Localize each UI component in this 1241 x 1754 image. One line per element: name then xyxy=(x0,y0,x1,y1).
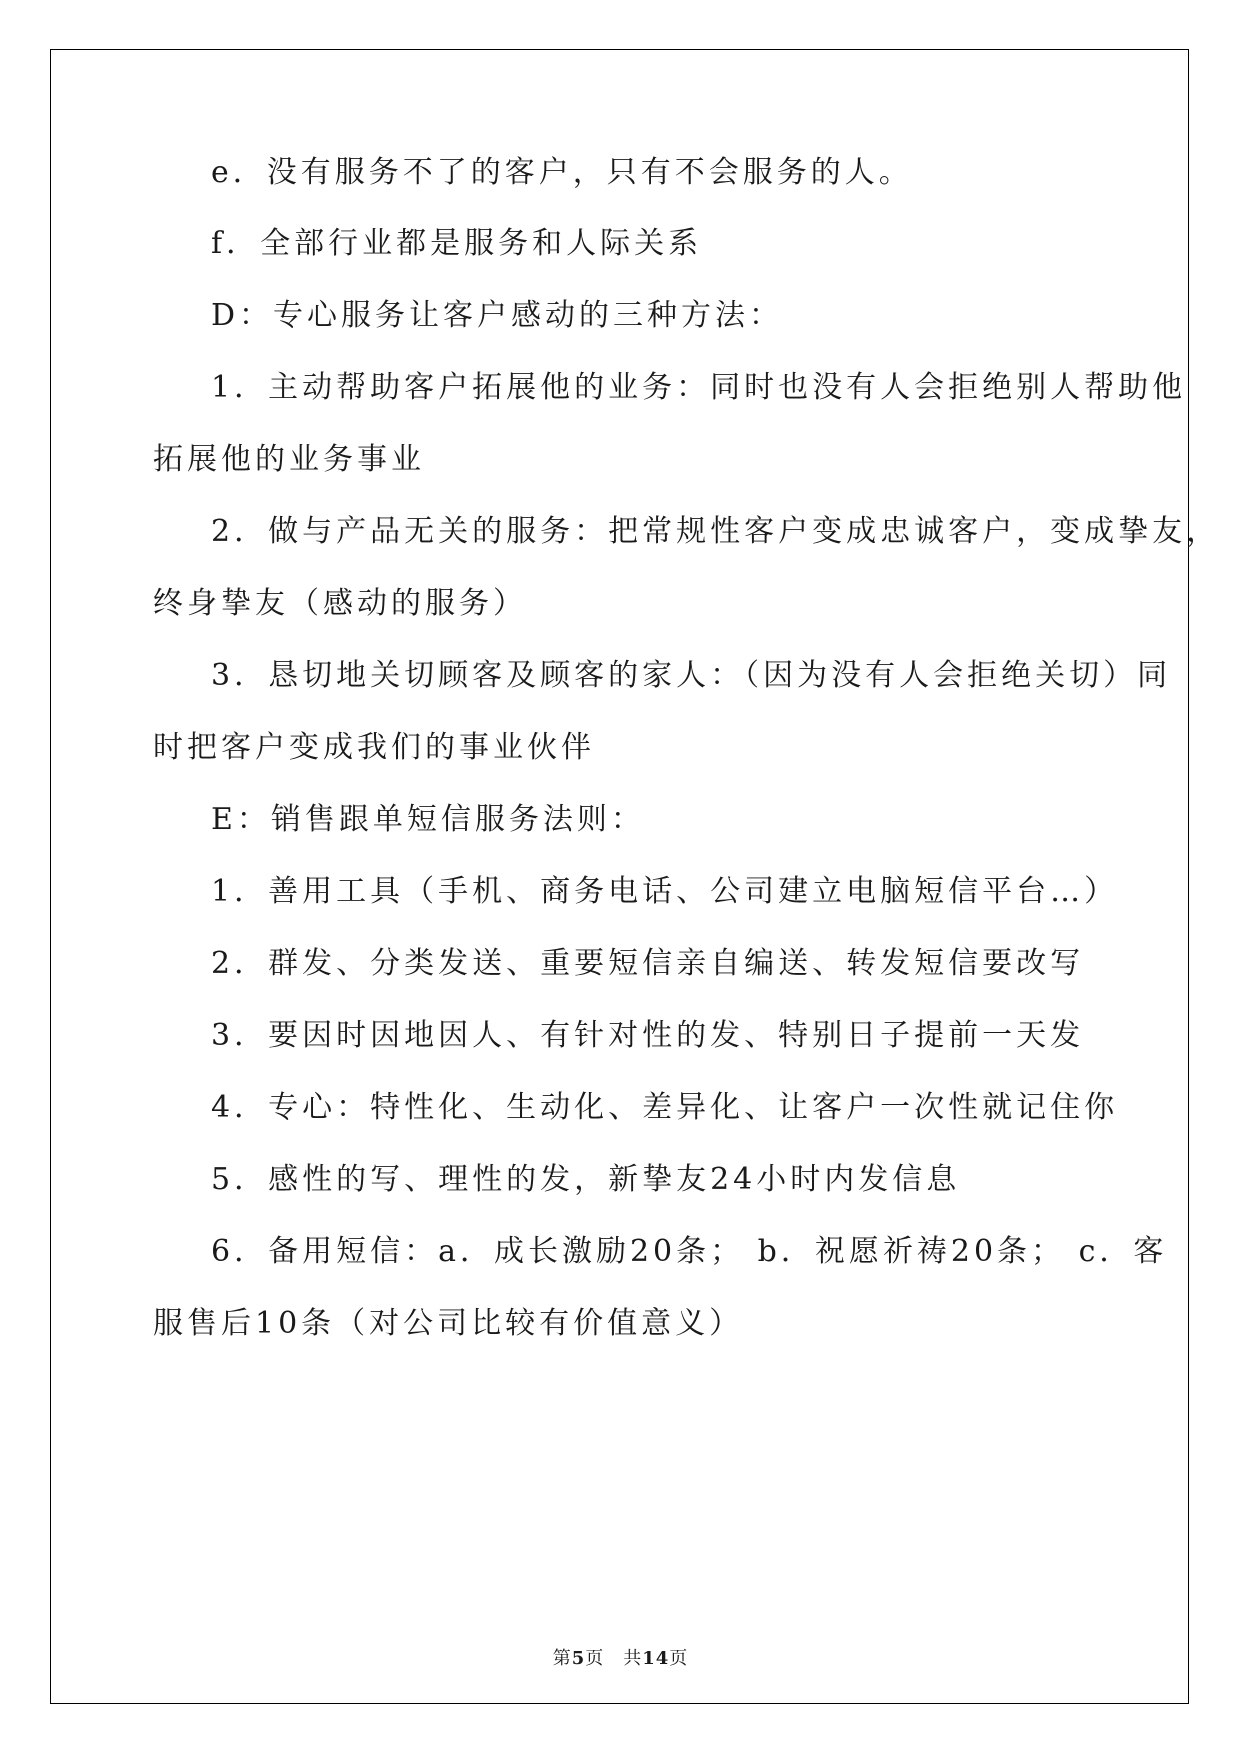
footer-prefix: 第 xyxy=(552,1648,572,1669)
text-line-6: 2．做与产品无关的服务：把常规性客户变成忠诚客户，变成挚友， xyxy=(211,514,1221,549)
footer-middle: 页 共 xyxy=(585,1648,643,1669)
total-pages: 14 xyxy=(642,1648,670,1669)
text-line-11: 1．善用工具（手机、商务电话、公司建立电脑短信平台…） xyxy=(211,874,1119,909)
text-line-8: 3．恳切地关切顾客及顾客的家人：（因为没有人会拒绝关切）同 xyxy=(211,658,1172,693)
text-line-4: 1．主动帮助客户拓展他的业务：同时也没有人会拒绝别人帮助他 xyxy=(211,370,1187,405)
text-line-7: 终身挚友（感动的服务） xyxy=(153,586,527,621)
text-line-16: 6．备用短信：a．成长激励20条； b．祝愿祈祷20条； c．客 xyxy=(211,1234,1168,1269)
footer-suffix: 页 xyxy=(669,1648,689,1669)
text-line-1: e．没有服务不了的客户，只有不会服务的人。 xyxy=(211,155,913,190)
text-line-13: 3．要因时因地因人、有针对性的发、特别日子提前一天发 xyxy=(211,1018,1085,1053)
text-line-2: f．全部行业都是服务和人际关系 xyxy=(211,226,703,261)
text-line-3: D：专心服务让客户感动的三种方法： xyxy=(211,298,784,333)
text-line-10: E：销售跟单短信服务法则： xyxy=(211,802,645,837)
page-footer xyxy=(0,1647,1241,1671)
text-line-5: 拓展他的业务事业 xyxy=(153,442,425,477)
text-line-9: 时把客户变成我们的事业伙伴 xyxy=(153,730,595,765)
text-line-15: 5．感性的写、理性的发，新挚友24小时内发信息 xyxy=(211,1162,961,1197)
text-line-17: 服售后10条（对公司比较有价值意义） xyxy=(153,1306,744,1341)
page-number: 5 xyxy=(571,1648,586,1669)
text-line-12: 2．群发、分类发送、重要短信亲自编送、转发短信要改写 xyxy=(211,946,1085,981)
text-line-14: 4．专心：特性化、生动化、差异化、让客户一次性就记住你 xyxy=(211,1090,1119,1125)
